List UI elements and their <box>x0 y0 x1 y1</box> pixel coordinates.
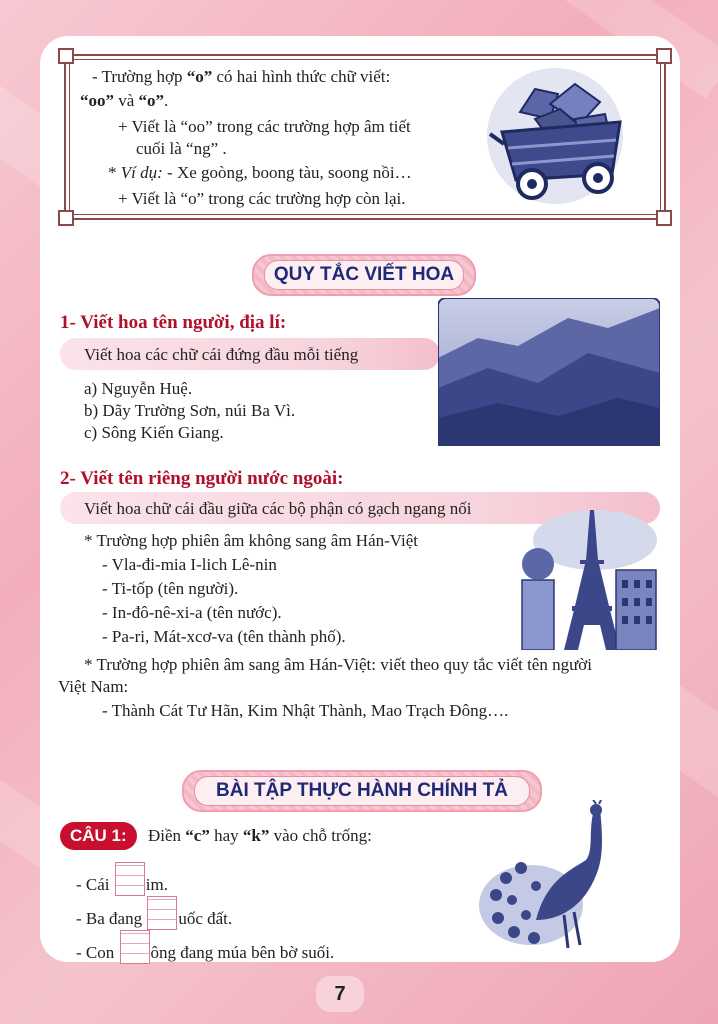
case-2-line-b: Việt Nam: <box>58 677 129 696</box>
text: Điền <box>148 826 186 845</box>
case-2-line-a: * Trường hợp phiên âm sang âm Hán-Việt: viết theo quy tắc viết tên người <box>84 655 593 674</box>
frame-corner <box>656 210 672 226</box>
list-item: - In-đô-nê-xi-a (tên nước). <box>102 603 282 622</box>
list-item: - Ti-tốp (tên người). <box>102 579 239 598</box>
exercise-prompt <box>148 825 372 847</box>
list-item: - Thành Cát Tư Hãn, Kim Nhật Thành, Mao Trạch Đông…. <box>102 701 509 720</box>
rule-2-heading: 2- Viết tên riêng người nước ngoài: <box>60 468 344 489</box>
exercise-line-2 <box>76 896 232 930</box>
page-card <box>40 36 680 962</box>
list-item: c) Sông Kiến Giang. <box>84 423 224 442</box>
case-1-title: * Trường hợp phiên âm không sang âm Hán-Việt <box>84 531 419 550</box>
text: “o” <box>138 91 165 110</box>
text: hay <box>209 826 243 845</box>
list-item: b) Dãy Trường Sơn, núi Ba Vì. <box>84 401 296 420</box>
rule-2-bar-text: Viết hoa chữ cái đầu giữa các bộ phận có gạch ngang nối <box>84 499 472 518</box>
peacock-illustration <box>476 800 636 950</box>
text: “k” <box>242 826 270 845</box>
answer-blank-1[interactable] <box>115 862 145 896</box>
box-line-2 <box>80 90 168 112</box>
page-number: 7 <box>316 976 364 1012</box>
question-badge: CÂU 1: <box>60 822 137 850</box>
text: - Cái <box>76 875 114 894</box>
mine-cart-icon <box>480 64 630 204</box>
list-item: a) Nguyễn Huệ. <box>84 379 193 398</box>
text: - Con <box>76 943 119 962</box>
text: - Xe goòng, boong tàu, soong nồi… <box>162 163 412 182</box>
mountain-photo <box>438 298 660 446</box>
text: “c” <box>185 826 210 845</box>
answer-blank-3[interactable] <box>120 930 150 964</box>
rule-1-heading: 1- Viết hoa tên người, địa lí: <box>60 312 287 333</box>
eiffel-tower-illustration <box>520 500 660 650</box>
rule-1-bar-text: Viết hoa các chữ cái đứng đầu mỗi tiếng <box>84 345 359 364</box>
section-banner-quy-tac <box>252 254 476 296</box>
section-title: BÀI TẬP THỰC HÀNH CHÍNH TẢ <box>194 776 530 806</box>
text: “o” <box>186 67 213 86</box>
box-line-5 <box>108 162 412 184</box>
answer-blank-2[interactable] <box>147 896 177 930</box>
text: - Trường hợp <box>92 67 187 86</box>
frame-corner <box>656 48 672 64</box>
frame-corner <box>58 48 74 64</box>
text: im. <box>145 875 168 894</box>
section-title: QUY TẮC VIẾT HOA <box>264 260 464 290</box>
exercise-line-1 <box>76 862 168 896</box>
box-line-3: + Viết là “oo” trong các trường hợp âm tiết <box>118 117 411 136</box>
exercise-line-3 <box>76 930 334 964</box>
text: - Ba đang <box>76 909 147 928</box>
list-item: - Pa-ri, Mát-xcơ-va (tên thành phố). <box>102 627 346 646</box>
text: và <box>114 91 139 110</box>
frame-corner <box>58 210 74 226</box>
text: . <box>164 91 169 110</box>
text: vào chỗ trống: <box>269 826 372 845</box>
text: uốc đất. <box>178 909 233 928</box>
text: Ví dụ: <box>120 163 163 182</box>
box-line-1 <box>92 66 390 88</box>
list-item: - Vla-đi-mia I-lich Lê-nin <box>102 555 277 574</box>
text: ông đang múa bên bờ suối. <box>150 943 335 962</box>
text: “oo” <box>80 91 114 110</box>
text: có hai hình thức chữ viết: <box>212 67 391 86</box>
box-line-4: cuối là “ng” . <box>136 139 227 158</box>
box-line-6: + Viết là “o” trong các trường hợp còn lại. <box>118 189 406 208</box>
text: * <box>108 163 121 182</box>
